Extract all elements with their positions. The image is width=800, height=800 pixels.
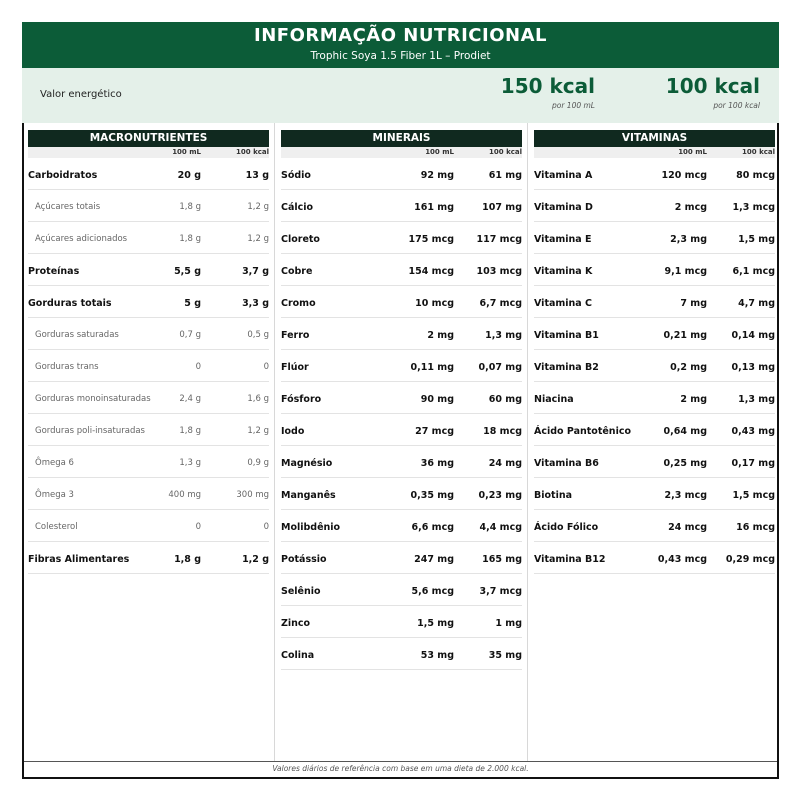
value-per-100kcal: 80 mcg: [736, 170, 775, 181]
value-per-100kcal: 4,4 mcg: [479, 522, 522, 533]
nutrient-name: Ômega 3: [35, 490, 74, 500]
table-row: [28, 350, 269, 382]
value-per-100ml: 1,8 g: [179, 234, 201, 244]
value-per-100kcal: 117 mcg: [476, 234, 522, 245]
value-per-100ml: 5 g: [184, 298, 201, 309]
table-row: [281, 414, 522, 446]
value-per-100ml: 175 mcg: [408, 234, 454, 245]
nutrient-name: Biotina: [534, 490, 572, 501]
value-per-100kcal: 0,43 mg: [731, 426, 775, 437]
vitamins-column: [534, 130, 775, 574]
value-per-100kcal: 1,2 g: [242, 554, 269, 565]
footer-divider: [24, 761, 777, 762]
minerals-subheader: [281, 147, 522, 158]
nutrient-name: Gorduras saturadas: [35, 330, 119, 340]
nutrient-name: Vitamina B2: [534, 362, 599, 373]
table-row: [534, 510, 775, 542]
table-row: [534, 350, 775, 382]
value-per-100ml: 90 mg: [420, 394, 454, 405]
value-per-100ml: 1,8 g: [179, 202, 201, 212]
vitamins-rows: [534, 158, 775, 574]
value-per-100kcal: 1,6 g: [247, 394, 269, 404]
nutrition-header: [22, 22, 779, 68]
nutrient-name: Colina: [281, 650, 315, 661]
nutrient-name: Vitamina C: [534, 298, 593, 309]
value-per-100ml: 7 mg: [680, 298, 707, 309]
nutrient-name: Açúcares totais: [35, 202, 101, 212]
value-per-100kcal: 3,3 g: [242, 298, 269, 309]
table-row: [534, 190, 775, 222]
energy-per-100kcal-unit: por 100 kcal: [713, 101, 760, 110]
nutrient-name: Cobre: [281, 266, 313, 277]
nutrient-name: Proteínas: [28, 266, 80, 277]
vitamins-subheader: [534, 147, 775, 158]
macros-column: [28, 130, 269, 574]
col-header-100ml: 100 mL: [172, 148, 201, 156]
value-per-100ml: 2 mcg: [674, 202, 707, 213]
table-row: [28, 478, 269, 510]
nutrient-name: Niacina: [534, 394, 574, 405]
value-per-100ml: 0,43 mcg: [657, 554, 707, 565]
table-row: [28, 542, 269, 574]
value-per-100kcal: 0,9 g: [247, 458, 269, 468]
value-per-100kcal: 3,7 g: [242, 266, 269, 277]
value-per-100ml: 0: [195, 522, 201, 532]
value-per-100ml: 2 mg: [680, 394, 707, 405]
nutrient-name: Iodo: [281, 426, 305, 437]
nutrient-name: Vitamina K: [534, 266, 593, 277]
col-header-100ml: 100 mL: [678, 148, 707, 156]
value-per-100ml: 53 mg: [420, 650, 454, 661]
table-row: [28, 222, 269, 254]
value-per-100ml: 1,8 g: [179, 426, 201, 436]
macros-heading: MACRONUTRIENTES: [28, 130, 269, 147]
table-row: [28, 510, 269, 542]
value-per-100ml: 0: [195, 362, 201, 372]
value-per-100ml: 2,3 mcg: [664, 490, 707, 501]
table-row: [281, 478, 522, 510]
table-row: [281, 382, 522, 414]
value-per-100ml: 5,6 mcg: [411, 586, 454, 597]
nutrient-name: Vitamina A: [534, 170, 593, 181]
product-subtitle: Trophic Soya 1.5 Fiber 1L – Prodiet: [310, 50, 491, 62]
macros-subheader: [28, 147, 269, 158]
value-per-100ml: 9,1 mcg: [664, 266, 707, 277]
table-row: [534, 158, 775, 190]
table-row: [534, 318, 775, 350]
macros-rows: [28, 158, 269, 574]
value-per-100kcal: 0,17 mg: [731, 458, 775, 469]
value-per-100kcal: 165 mg: [482, 554, 522, 565]
table-row: [281, 286, 522, 318]
value-per-100kcal: 16 mcg: [736, 522, 775, 533]
value-per-100ml: 27 mcg: [415, 426, 454, 437]
energy-band: [22, 68, 779, 123]
energy-per-100ml-unit: por 100 mL: [551, 101, 595, 110]
value-per-100ml: 24 mcg: [668, 522, 707, 533]
footer-note: Valores diários de referência com base em uma dieta de 2.000 kcal.: [272, 764, 529, 773]
nutrient-name: Gorduras monoinsaturadas: [35, 394, 151, 404]
value-per-100kcal: 1,3 mg: [738, 394, 775, 405]
table-row: [534, 382, 775, 414]
column-divider: [527, 123, 528, 761]
value-per-100ml: 0,64 mg: [663, 426, 707, 437]
table-row: [281, 350, 522, 382]
nutrient-name: Ácido Pantotênico: [534, 426, 631, 437]
value-per-100ml: 120 mcg: [661, 170, 707, 181]
value-per-100kcal: 0,13 mg: [731, 362, 775, 373]
nutrient-name: Sódio: [281, 170, 311, 181]
column-divider: [274, 123, 275, 761]
value-per-100ml: 0,35 mg: [410, 490, 454, 501]
nutrient-name: Vitamina D: [534, 202, 593, 213]
value-per-100kcal: 300 mg: [236, 490, 269, 500]
page-title: INFORMAÇÃO NUTRICIONAL: [254, 25, 547, 46]
table-row: [281, 446, 522, 478]
table-row: [28, 446, 269, 478]
value-per-100kcal: 1 mg: [495, 618, 522, 629]
table-row: [28, 382, 269, 414]
table-row: [534, 286, 775, 318]
value-per-100ml: 6,6 mcg: [411, 522, 454, 533]
table-row: [28, 254, 269, 286]
nutrient-name: Magnésio: [281, 458, 333, 469]
value-per-100kcal: 60 mg: [488, 394, 522, 405]
nutrient-name: Açúcares adicionados: [35, 234, 128, 244]
nutrient-name: Fósforo: [281, 394, 322, 405]
nutrient-name: Cálcio: [281, 202, 314, 213]
value-per-100ml: 247 mg: [414, 554, 454, 565]
nutrient-name: Vitamina B12: [534, 554, 606, 565]
value-per-100ml: 0,25 mg: [663, 458, 707, 469]
table-row: [281, 254, 522, 286]
table-row: [281, 638, 522, 670]
value-per-100kcal: 0,07 mg: [478, 362, 522, 373]
value-per-100ml: 400 mg: [168, 490, 201, 500]
col-header-100kcal: 100 kcal: [236, 148, 269, 156]
nutrient-name: Selênio: [281, 586, 321, 597]
value-per-100kcal: 0: [263, 362, 269, 372]
value-per-100kcal: 24 mg: [488, 458, 522, 469]
value-per-100ml: 5,5 g: [174, 266, 201, 277]
table-row: [281, 606, 522, 638]
value-per-100ml: 2 mg: [427, 330, 454, 341]
nutrient-name: Cromo: [281, 298, 316, 309]
nutrient-name: Vitamina E: [534, 234, 592, 245]
value-per-100kcal: 1,5 mg: [738, 234, 775, 245]
value-per-100kcal: 35 mg: [488, 650, 522, 661]
value-per-100ml: 1,8 g: [174, 554, 201, 565]
table-row: [281, 318, 522, 350]
minerals-rows: [281, 158, 522, 670]
value-per-100kcal: 0,5 g: [247, 330, 269, 340]
table-row: [28, 286, 269, 318]
value-per-100kcal: 0,23 mg: [478, 490, 522, 501]
minerals-column: [281, 130, 522, 670]
value-per-100ml: 0,21 mg: [663, 330, 707, 341]
table-row: [28, 158, 269, 190]
col-header-100kcal: 100 kcal: [742, 148, 775, 156]
value-per-100kcal: 107 mg: [482, 202, 522, 213]
vitamins-heading: VITAMINAS: [534, 130, 775, 147]
value-per-100ml: 2,3 mg: [670, 234, 707, 245]
nutrient-name: Gorduras trans: [35, 362, 99, 372]
value-per-100kcal: 6,1 mcg: [732, 266, 775, 277]
table-row: [281, 190, 522, 222]
nutrient-name: Ferro: [281, 330, 310, 341]
value-per-100kcal: 0: [263, 522, 269, 532]
table-row: [281, 158, 522, 190]
value-per-100ml: 0,7 g: [179, 330, 201, 340]
value-per-100ml: 154 mcg: [408, 266, 454, 277]
energy-per-100ml: [445, 74, 595, 110]
value-per-100ml: 1,5 mg: [417, 618, 454, 629]
col-header-100ml: 100 mL: [425, 148, 454, 156]
minerals-heading: MINERAIS: [281, 130, 522, 147]
table-row: [281, 222, 522, 254]
value-per-100ml: 92 mg: [420, 170, 454, 181]
table-row: [28, 318, 269, 350]
table-row: [534, 414, 775, 446]
table-row: [28, 190, 269, 222]
table-row: [534, 254, 775, 286]
energy-per-100kcal-value: 100 kcal: [665, 74, 760, 98]
value-per-100ml: 0,11 mg: [410, 362, 454, 373]
nutrient-name: Cloreto: [281, 234, 320, 245]
energy-label: Valor energético: [40, 89, 122, 100]
value-per-100ml: 1,3 g: [179, 458, 201, 468]
table-row: [281, 510, 522, 542]
table-row: [534, 222, 775, 254]
value-per-100kcal: 103 mcg: [476, 266, 522, 277]
value-per-100kcal: 0,14 mg: [731, 330, 775, 341]
value-per-100kcal: 61 mg: [488, 170, 522, 181]
nutrient-name: Flúor: [281, 362, 309, 373]
value-per-100kcal: 18 mcg: [483, 426, 522, 437]
value-per-100kcal: 6,7 mcg: [479, 298, 522, 309]
table-row: [534, 478, 775, 510]
value-per-100kcal: 1,2 g: [247, 426, 269, 436]
value-per-100ml: 2,4 g: [179, 394, 201, 404]
value-per-100ml: 36 mg: [420, 458, 454, 469]
value-per-100ml: 161 mg: [414, 202, 454, 213]
nutrition-table-frame: [22, 123, 779, 779]
value-per-100kcal: 13 g: [245, 170, 269, 181]
value-per-100kcal: 1,2 g: [247, 234, 269, 244]
table-row: [534, 542, 775, 574]
table-row: [28, 414, 269, 446]
nutrient-name: Gorduras totais: [28, 298, 112, 309]
value-per-100kcal: 3,7 mcg: [479, 586, 522, 597]
nutrient-name: Molibdênio: [281, 522, 341, 533]
nutrient-name: Vitamina B1: [534, 330, 599, 341]
energy-per-100kcal: [610, 74, 760, 110]
value-per-100kcal: 1,5 mcg: [732, 490, 775, 501]
col-header-100kcal: 100 kcal: [489, 148, 522, 156]
value-per-100kcal: 1,3 mcg: [732, 202, 775, 213]
table-row: [534, 446, 775, 478]
nutrient-name: Potássio: [281, 554, 327, 565]
nutrient-name: Zinco: [281, 618, 311, 629]
nutrient-name: Carboidratos: [28, 170, 98, 181]
nutrient-name: Colesterol: [35, 522, 78, 532]
value-per-100ml: 10 mcg: [415, 298, 454, 309]
value-per-100kcal: 4,7 mg: [738, 298, 775, 309]
nutrient-name: Vitamina B6: [534, 458, 599, 469]
value-per-100ml: 0,2 mg: [670, 362, 707, 373]
nutrient-name: Ácido Fólico: [534, 522, 599, 533]
table-row: [281, 542, 522, 574]
value-per-100ml: 20 g: [177, 170, 201, 181]
nutrient-name: Manganês: [281, 490, 336, 501]
energy-per-100ml-value: 150 kcal: [500, 74, 595, 98]
value-per-100kcal: 1,3 mg: [485, 330, 522, 341]
nutrient-name: Fibras Alimentares: [28, 554, 130, 565]
value-per-100kcal: 0,29 mcg: [725, 554, 775, 565]
nutrient-name: Ômega 6: [35, 458, 74, 468]
nutrient-name: Gorduras poli-insaturadas: [35, 426, 145, 436]
table-row: [281, 574, 522, 606]
value-per-100kcal: 1,2 g: [247, 202, 269, 212]
